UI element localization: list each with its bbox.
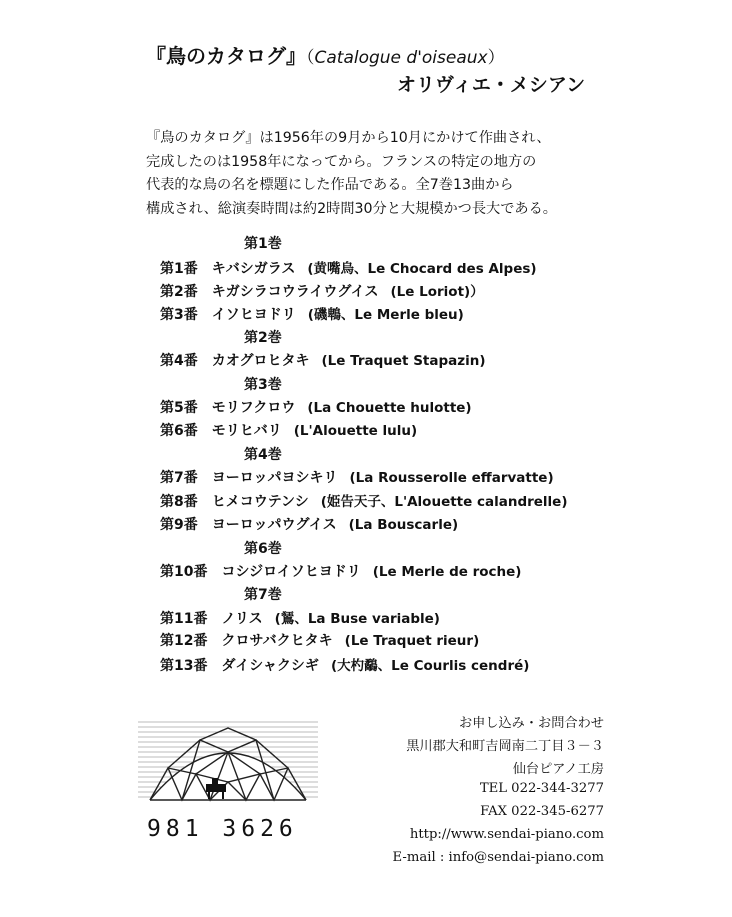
contact-email-link[interactable]: E-mail : info@sendai-piano.com [392,850,604,865]
piece-row [160,397,472,417]
dome-piano-logo [138,718,318,808]
piece-japanese-name: ヨーロッパウグイス [211,517,337,533]
volume-heading: 第4巻 [244,447,282,463]
piece-number: 第9番 [160,517,198,533]
page-title [146,40,505,69]
piece-number: 第11番 [160,611,208,627]
piece-french-name: (Le Traquet Stapazin) [321,353,486,369]
composer-name: オリヴィエ・メシアン [397,74,586,96]
piece-row [160,303,464,324]
contact-tel: TEL 022-344-3277 [479,781,604,796]
contact-address: 黒川郡大和町吉岡南二丁目３－３ [406,739,604,754]
title-latin: Catalogue d'oiseaux [314,48,488,68]
piece-french-name: (黄嘴烏、Le Chocard des Alpes) [307,261,537,277]
piece-french-name: (磯鵯、Le Merle bleu) [307,307,464,323]
piece-japanese-name: ノリス [221,611,263,627]
contact-heading: お申し込み・お問合わせ [458,716,604,731]
intro-line: 『鳥のカタログ』は1956年の9月から10月にかけて作曲され、 [146,130,551,146]
piece-row [160,467,554,487]
piece-row [160,561,521,581]
intro-line: 構成され、総演奏時間は約2時間30分と大規模かつ長大である。 [146,200,557,217]
piece-number: 第8番 [160,494,198,510]
intro-line: 代表的な鳥の名を標題にした作品である。全7巻13曲から [146,177,514,193]
volume-heading: 第2巻 [244,330,282,346]
piece-row [160,654,529,675]
piece-french-name: (La Rousserolle effarvatte) [349,470,554,486]
piece-french-name: (姫告天子、L'Alouette calandrelle) [320,494,568,510]
piece-japanese-name: モリヒバリ [211,423,282,439]
piece-japanese-name: ヨーロッパヨシキリ [211,470,338,486]
title-paren-open: （ [306,48,315,68]
volume-heading: 第6巻 [244,541,282,557]
intro-line: 完成したのは1958年になってから。フランスの特定の地方の [146,153,537,170]
piece-japanese-name: イソヒヨドリ [211,307,296,323]
piece-number: 第12番 [160,633,208,649]
piece-number: 第10番 [160,564,208,580]
piece-japanese-name: モリフクロウ [211,400,296,416]
piece-japanese-name: キガシラコウライウグイス [211,284,379,300]
piece-french-name: (鵟、La Buse variable) [274,611,440,627]
piece-french-name: (L'Alouette lulu) [293,423,418,439]
piece-row [160,607,440,628]
piece-number: 第4番 [160,353,198,369]
piece-row [160,350,486,370]
piece-row [160,420,417,440]
phone-number: 981 3626 [147,816,298,842]
piece-japanese-name: キバシガラス [211,261,296,277]
contact-fax: FAX 022-345-6277 [480,804,604,819]
piece-number: 第7番 [160,470,198,486]
piece-row [160,514,458,534]
piece-number: 第5番 [160,400,198,416]
title-japanese: 『鳥のカタログ』 [146,44,306,68]
piece-french-name: (Le Traquet rieur) [344,633,480,649]
piece-japanese-name: ヒメコウテンシ [211,494,309,510]
title-paren-close: ） [487,48,505,68]
piece-number: 第2番 [160,284,198,300]
piece-number: 第13番 [160,658,208,674]
piece-french-name: (Le Loriot)） [390,284,484,300]
contact-website-link[interactable]: http://www.sendai-piano.com [409,827,604,842]
piece-french-name: (La Bouscarle) [348,517,459,533]
contact-company: 仙台ピアノ工房 [512,762,604,777]
piece-row [160,257,537,278]
piece-japanese-name: コシジロイソヒヨドリ [221,564,361,580]
piece-row [160,630,479,650]
piece-japanese-name: カオグロヒタキ [211,353,310,369]
piece-number: 第6番 [160,423,198,439]
piece-japanese-name: ダイシャクシギ [221,658,319,674]
volume-heading: 第3巻 [244,377,282,393]
piece-french-name: (La Chouette hulotte) [307,400,472,416]
piece-number: 第3番 [160,307,198,323]
piece-row [160,490,568,511]
volume-heading: 第7巻 [244,587,282,603]
piece-row [160,280,484,301]
intro-paragraph [146,127,557,221]
piece-japanese-name: クロサバクヒタキ [221,633,333,649]
piece-french-name: (大杓鷸、Le Courlis cendré) [330,658,530,674]
piece-french-name: (Le Merle de roche) [372,564,522,580]
piece-number: 第1番 [160,261,198,277]
volume-heading: 第1巻 [244,236,282,252]
